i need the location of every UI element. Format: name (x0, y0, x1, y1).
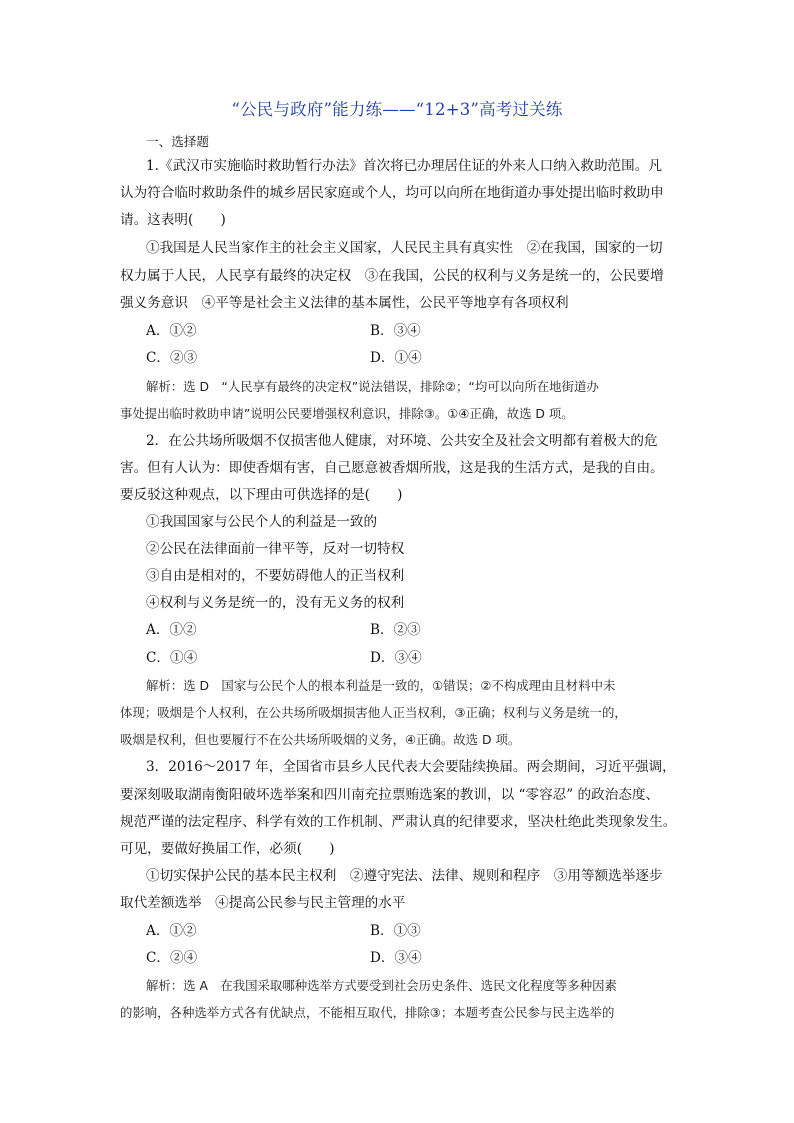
q2-option-d: D．③④ (370, 650, 422, 666)
q3-stem-line: 可见，要做好换届工作，必须( ) (120, 841, 335, 857)
q3-option-a: A．①② (146, 923, 197, 939)
q2-analysis-line: 体现；吸烟是个人权利，在公共场所吸烟损害他人正当权利，③正确；权利与义务是统一的， (120, 705, 627, 720)
q1-stem-line: 请。这表明( ) (120, 212, 226, 228)
q1-option-d: D．①④ (370, 350, 422, 366)
q1-stem-line: 1.《武汉市实施临时救助暂行办法》首次将已办理居住证的外来人口纳入救助范围。凡 (146, 158, 662, 174)
q1-item-line: 权力属于人民，人民享有最终的决定权 ③在我国，公民的权利与义务是统一的，公民要增 (120, 268, 664, 284)
q2-option-b: B．②③ (370, 622, 421, 638)
section-heading: 一、选择题 (146, 134, 209, 149)
q2-stem-line: 害。但有人认为：即使香烟有害，自己愿意被香烟所戕，这是我的生活方式，是我的自由。 (120, 460, 664, 476)
q2-item-line: ③自由是相对的，不要妨碍他人的正当权利 (146, 568, 405, 584)
q3-item-line: ①切实保护公民的基本民主权利 ②遵守宪法、法律、规则和程序 ③用等额选举逐步 (146, 868, 663, 884)
q1-item-line: 强义务意识 ④平等是社会主义法律的基本属性，公民平等地享有各项权利 (120, 295, 569, 311)
q2-option-a: A．①② (146, 622, 197, 638)
q2-option-c: C．①④ (146, 650, 198, 666)
q1-option-a: A．①② (146, 323, 197, 339)
q2-item-line: ②公民在法律面前一律平等，反对一切特权 (146, 541, 405, 557)
q2-stem-line: 2．在公共场所吸烟不仅损害他人健康，对环境、公共安全及社会文明都有着极大的危 (146, 433, 658, 449)
q1-stem-line: 认为符合临时救助条件的城乡居民家庭或个人，均可以向所在地街道办事处提出临时救助申 (120, 185, 664, 201)
q3-item-line: 取代差额选举 ④提高公民参与民主管理的水平 (120, 895, 406, 911)
q3-option-b: B．①③ (370, 923, 421, 939)
q3-stem-line: 要深刻吸取湖南衡阳破坏选举案和四川南充拉票贿选案的教训，以 “零容忍” 的政治态度、 (120, 787, 660, 803)
q2-analysis-line: 吸烟是权利，但也要履行不在公共场所吸烟的义务，④正确。故选 D 项。 (120, 732, 521, 747)
q3-stem-line: 规范严谨的法定程序、科学有效的工作机制、严肃认真的纪律要求，坚决杜绝此类现象发生。 (120, 814, 677, 830)
q1-analysis-line: 事处提出临时救助申请”说明公民要增强权利意识，排除③。①④正确，故选 D 项。 (120, 406, 574, 421)
q2-analysis-line: 解析：选 D 国家与公民个人的根本利益是一致的，①错误；②不构成理由且材料中未 (146, 678, 616, 693)
q2-stem-line: 要反驳这种观点，以下理由可供选择的是( ) (120, 487, 403, 503)
q2-item-line: ①我国国家与公民个人的利益是一致的 (146, 514, 378, 530)
q3-option-c: C．②④ (146, 950, 198, 966)
q1-analysis-line: 解析：选 D “人民享有最终的决定权”说法错误，排除②；“均可以向所在地街道办 (146, 379, 599, 394)
q1-option-c: C．②③ (146, 350, 198, 366)
q2-item-line: ④权利与义务是统一的，没有无义务的权利 (146, 595, 405, 611)
page-title: “公民与政府”能力练——“12+3”高考过关练 (231, 100, 563, 119)
q1-option-b: B．③④ (370, 323, 421, 339)
q3-analysis-line: 的影响，各种选举方式各有优缺点，不能相互取代，排除③；本题考查公民参与民主选举的 (120, 1005, 615, 1020)
q1-item-line: ①我国是人民当家作主的社会主义国家，人民民主具有真实性 ②在我国，国家的一切 (146, 240, 663, 256)
q3-stem-line: 3．2016～2017 年，全国省市县乡人民代表大会要陆续换届。两会期间，习近平强调， (146, 759, 676, 775)
q3-analysis-line: 解析：选 A 在我国采取哪种选举方式要受到社会历史条件、选民文化程度等多种因素 (146, 978, 617, 993)
q3-option-d: D．③④ (370, 950, 422, 966)
